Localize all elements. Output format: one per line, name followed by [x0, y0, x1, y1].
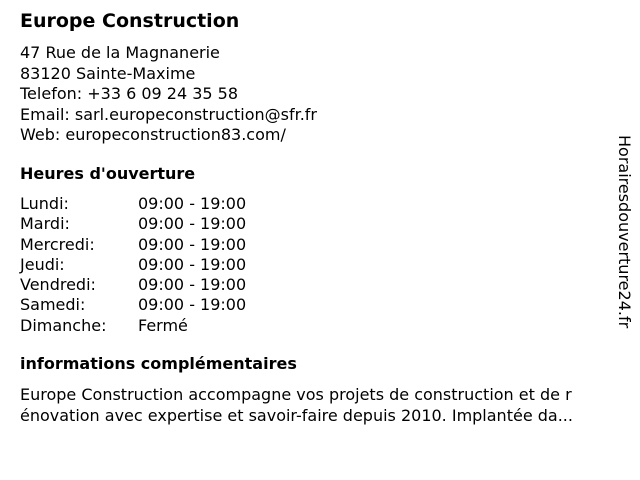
day-label: Mardi: [20, 214, 70, 234]
day-label: Vendredi: [20, 275, 96, 295]
hours-row-dimanche [20, 316, 246, 336]
additional-info-heading: informations complémentaires [20, 354, 297, 373]
website-text: Web: europeconstruction83.com/ [20, 125, 286, 144]
time-value: 09:00 - 19:00 [138, 234, 247, 254]
additional-info-text [20, 384, 630, 426]
hours-row-mardi [20, 214, 246, 234]
hours-row-vendredi [20, 275, 246, 295]
business-name: Europe Construction [20, 10, 240, 32]
hours-row-mercredi [20, 235, 246, 255]
hours-row-lundi [20, 194, 246, 214]
hours-row-samedi [20, 295, 246, 315]
opening-hours-list [20, 194, 246, 336]
info-line-2: énovation avec expertise et savoir-faire depuis 2010. Implantée da... [20, 406, 573, 425]
day-label: Jeudi: [20, 254, 65, 274]
email-text: Email: sarl.europeconstruction@sfr.fr [20, 104, 317, 124]
time-value: 09:00 - 19:00 [138, 295, 247, 315]
day-label: Dimanche: [20, 315, 107, 335]
info-line-1: Europe Construction accompagne vos projets de construction et de r [20, 385, 572, 404]
address-line-1: 47 Rue de la Magnanerie [20, 43, 220, 62]
address-line-2: 83120 Sainte-Maxime [20, 63, 196, 83]
day-label: Mercredi: [20, 234, 95, 254]
day-label: Lundi: [20, 194, 69, 213]
time-value: 09:00 - 19:00 [138, 194, 247, 213]
phone-text: Telefon: +33 6 09 24 35 58 [20, 84, 239, 103]
time-value: 09:00 - 19:00 [138, 275, 247, 295]
day-label: Samedi: [20, 295, 86, 315]
opening-hours-heading: Heures d'ouverture [20, 164, 196, 183]
time-value: Fermé [138, 315, 188, 335]
watermark-text: Horairesdouverture24.fr [615, 135, 634, 329]
time-value: 09:00 - 19:00 [138, 254, 247, 274]
hours-row-jeudi [20, 255, 246, 275]
time-value: 09:00 - 19:00 [138, 214, 247, 234]
site-watermark [612, 135, 636, 345]
contact-block [20, 43, 317, 146]
